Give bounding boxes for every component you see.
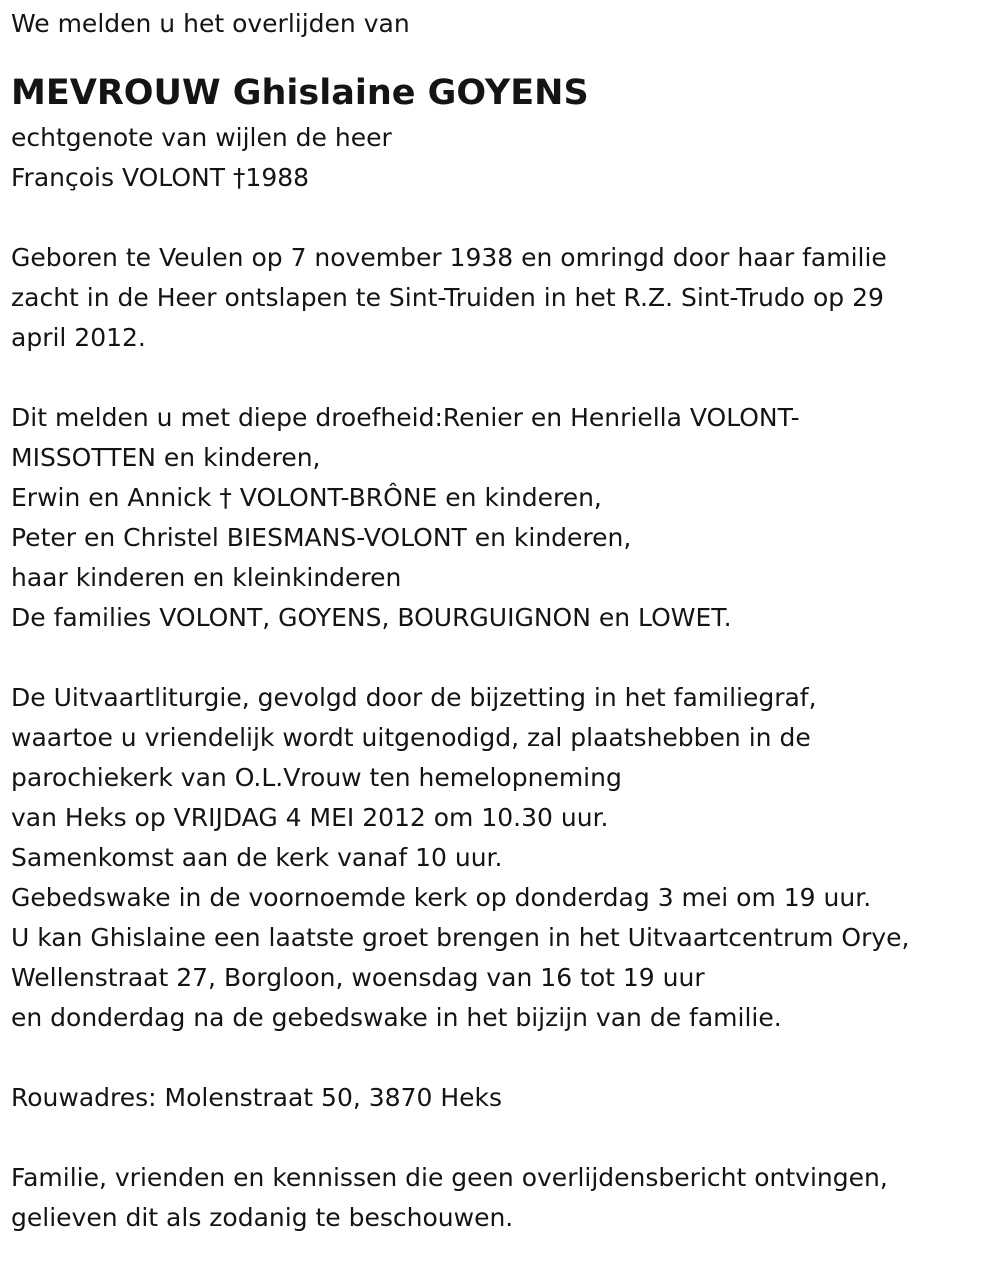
mourners-line: Peter en Christel BIESMANS-VOLONT en kinderen, <box>11 523 632 552</box>
funeral-line: van Heks op VRIJDAG 4 MEI 2012 om 10.30 uur. <box>11 803 609 832</box>
spacer <box>11 1038 996 1078</box>
funeral-line: Gebedswake in de voornoemde kerk op donderdag 3 mei om 19 uur. <box>11 883 872 912</box>
funeral-line: U kan Ghislaine een laatste groet brengen in het Uitvaartcentrum Orye, <box>11 923 910 952</box>
spacer <box>11 198 996 238</box>
closing-line: Familie, vrienden en kennissen die geen overlijdensbericht ontvingen, <box>11 1163 888 1192</box>
spacer <box>11 638 996 678</box>
spouse-line: echtgenote van wijlen de heer <box>11 123 392 152</box>
funeral-line: Wellenstraat 27, Borgloon, woensdag van 16 tot 19 uur <box>11 963 705 992</box>
mourners-line: Dit melden u met diepe droefheid:Renier en Henriella VOLONT- <box>11 403 800 432</box>
funeral-line: parochiekerk van O.L.Vrouw ten hemelopneming <box>11 763 622 792</box>
spouse-line: François VOLONT †1988 <box>11 163 310 192</box>
intro-text: We melden u het overlijden van <box>11 9 410 38</box>
mourners-line: Erwin en Annick † VOLONT-BRÔNE en kinderen, <box>11 483 602 512</box>
mourning-address: Rouwadres: Molenstraat 50, 3870 Heks <box>11 1083 503 1112</box>
mourners-line: haar kinderen en kleinkinderen <box>11 563 402 592</box>
mourners-line: MISSOTTEN en kinderen, <box>11 443 321 472</box>
birth-death-line: april 2012. <box>11 323 146 352</box>
death-notice <box>11 4 996 1238</box>
spacer <box>11 1118 996 1158</box>
funeral-line: Samenkomst aan de kerk vanaf 10 uur. <box>11 843 503 872</box>
funeral-line: en donderdag na de gebedswake in het bijzijn van de familie. <box>11 1003 782 1032</box>
closing-line: gelieven dit als zodanig te beschouwen. <box>11 1203 514 1232</box>
spacer <box>11 358 996 398</box>
funeral-line: waartoe u vriendelijk wordt uitgenodigd, zal plaatshebben in de <box>11 723 811 752</box>
birth-death-line: Geboren te Veulen op 7 november 1938 en omringd door haar familie <box>11 243 887 272</box>
deceased-name: MEVROUW Ghislaine GOYENS <box>11 73 589 113</box>
mourners-line: De families VOLONT, GOYENS, BOURGUIGNON en LOWET. <box>11 603 732 632</box>
birth-death-line: zacht in de Heer ontslapen te Sint-Truiden in het R.Z. Sint-Trudo op 29 <box>11 283 884 312</box>
funeral-line: De Uitvaartliturgie, gevolgd door de bijzetting in het familiegraf, <box>11 683 817 712</box>
